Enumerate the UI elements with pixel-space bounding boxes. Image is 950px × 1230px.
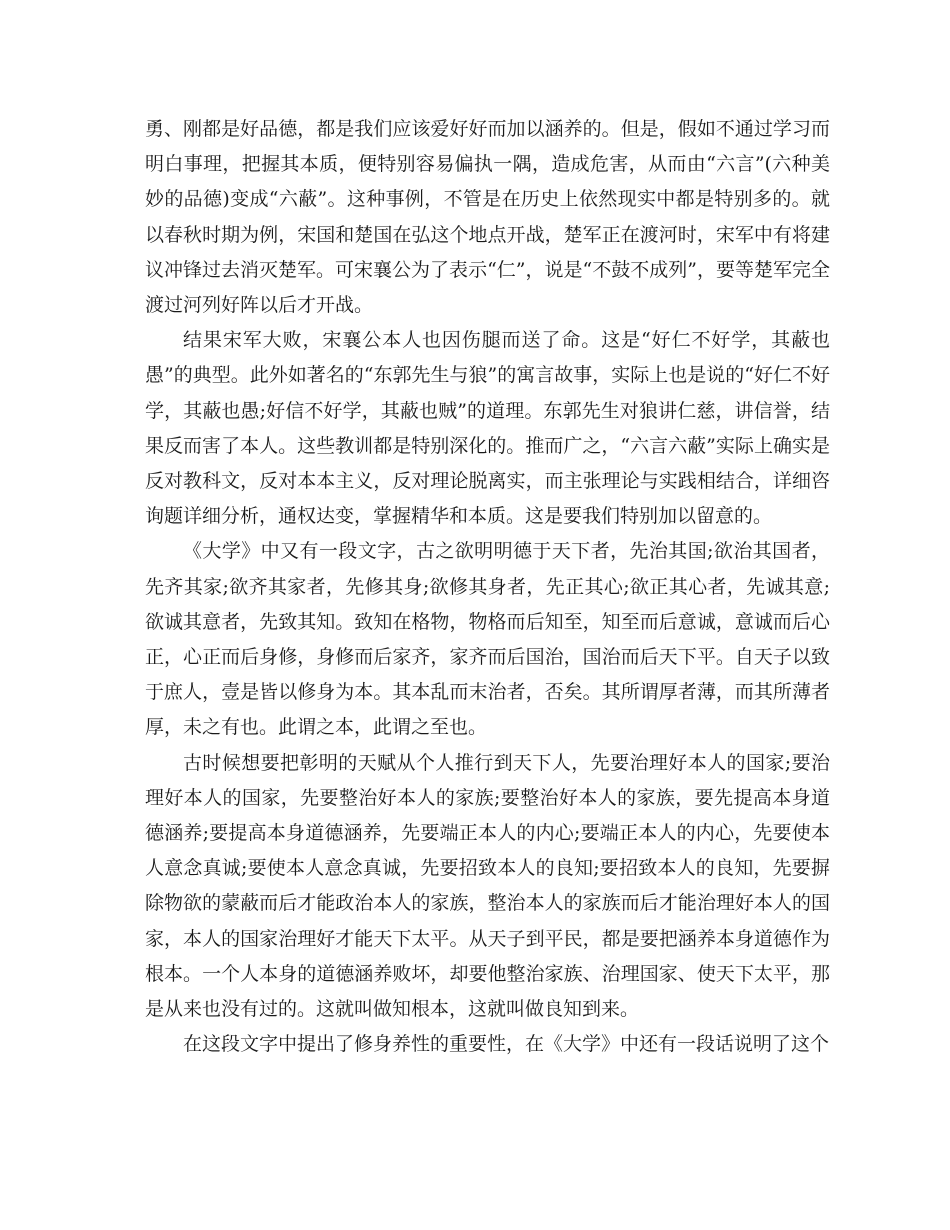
paragraph-1: 勇、刚都是好品德，都是我们应该爱好好而加以涵养的。但是，假如不通过学习而明白事理，把握其本质，便特别容易偏执一隅，造成危害，从而由“六言”(六种美妙的品德)变成“六蔽”。这种事例，不管是在历史上依然现实中都是特别多的。就以春秋时期为例，宋国和楚国在弘这个地点开战，楚军正在渡河时，宋军中有将建议冲锋过去消灭楚军。可宋襄公为了表示“仁”，说是“不鼓不成列”，要等楚军完全渡过河列好阵以后才开战。 <box>145 118 830 317</box>
paragraph-4: 古时候想要把彰明的天赋从个人推行到天下人，先要治理好本人的国家;要治理好本人的国家，先要整治好本人的家族;要整治好本人的家族，要先提高本身道德涵养;要提高本身道德涵养，先要端正本人的内心;要端正本人的内心，先要使本人意念真诚;要使本人意念真诚，先要招致本人的良知;要招致本人的良知，先要摒除物欲的蒙蔽而后才能政治本人的家族，整治本人的家族而后才能治理好本人的国家，本人的国家治理好才能天下太平。从天子到平民，都是要把涵养本身道德作为根本。一个人本身的道德涵养败坏，却要他整治家族、治理国家、使天下太平，那是从来也没有过的。这就叫做知根本，这就叫做良知到来。 <box>145 751 830 1021</box>
paragraph-2: 结果宋军大败，宋襄公本人也因伤腿而送了命。这是“好仁不好学，其蔽也愚”的典型。此外如著名的“东郭先生与狼”的寓言故事，实际上也是说的“好仁不好学，其蔽也愚;好信不好学，其蔽也贼”的道理。东郭先生对狼讲仁慈，讲信誉，结果反而害了本人。这些教训都是特别深化的。推而广之，“六言六蔽”实际上确实是反对教科文，反对本本主义，反对理论脱离实，而主张理论与实践相结合，详细咨询题详细分析，通权达变，掌握精华和本质。这是要我们特别加以留意的。 <box>145 329 830 528</box>
paragraph-3: 《大学》中又有一段文字，古之欲明明德于天下者，先治其国;欲治其国者，先齐其家;欲齐其家者，先修其身;欲修其身者，先正其心;欲正其心者，先诚其意;欲诚其意者，先致其知。致知在格物，物格而后知至，知至而后意诚，意诚而后心正，心正而后身修，身修而后家齐，家齐而后国治，国治而后天下平。自天子以致于庶人，壹是皆以修身为本。其本乱而末治者，否矣。其所谓厚者薄，而其所薄者厚，未之有也。此谓之本，此谓之至也。 <box>145 540 830 739</box>
document-body <box>145 112 830 1062</box>
paragraph-5: 在这段文字中提出了修身养性的重要性，在《大学》中还有一段话说明了这个 <box>183 1033 830 1056</box>
